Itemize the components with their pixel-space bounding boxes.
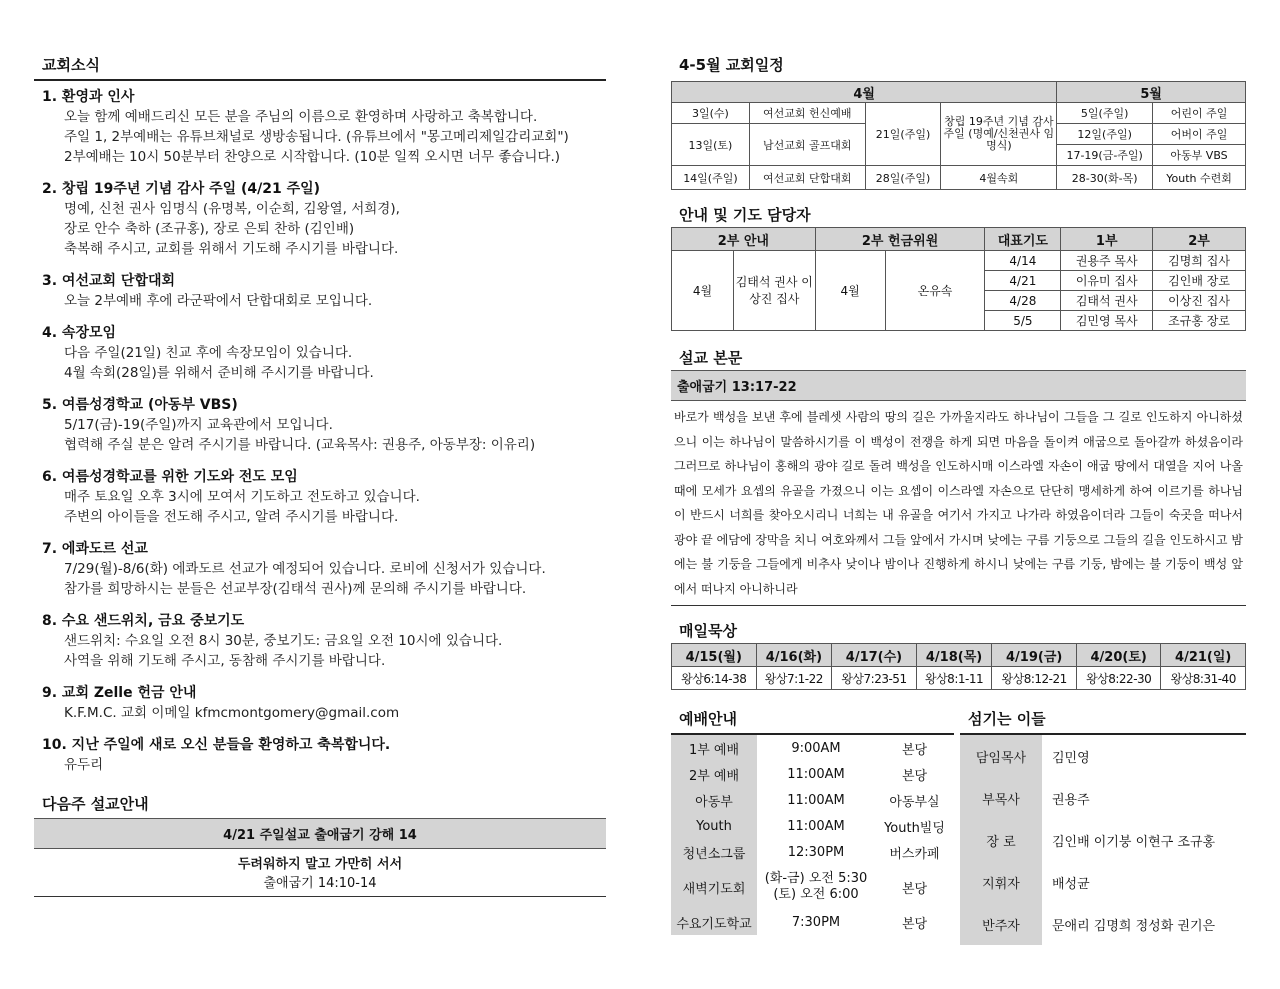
worship-row (671, 787, 954, 813)
news-item (34, 683, 606, 723)
news-line: 다음 주일(21일) 친교 후에 속장모임이 있습니다. (64, 345, 353, 361)
staff-prayer-2: 김명희 집사 (1153, 251, 1246, 271)
news-line: 주일 1, 2부예배는 유튜브채널로 생방송됩니다. (유튜브에서 "몽고메리제일감리교회") (64, 129, 569, 145)
daily-date: 4/20(토) (1076, 644, 1161, 667)
news-item (34, 611, 606, 671)
staff-month: 4월 (815, 251, 885, 331)
daily-table (671, 643, 1246, 690)
server-row (960, 903, 1246, 945)
next-sermon-bar: 4/21 주일설교 출애굽기 강해 14 (34, 818, 606, 849)
news-line: 4월 속회(28일)를 위해서 준비해 주시기를 바랍니다. (64, 365, 374, 381)
news-item (34, 467, 606, 527)
news-title: 교회소식 (34, 50, 606, 81)
schedule-date: 14일(주일) (672, 166, 750, 190)
news-heading: 6. 여름성경학교를 위한 기도와 전도 모임 (42, 469, 298, 485)
worship-time (757, 761, 875, 787)
worship-name: Youth (671, 813, 757, 839)
schedule-may-event: 아동부 VBS (1153, 145, 1246, 166)
worship-place: 본당 (901, 742, 928, 758)
news-line: 축복해 주시고, 교회를 위해서 기도해 주시기를 바랍니다. (64, 241, 399, 257)
staff-header: 대표기도 (985, 228, 1061, 251)
news-line: 협력해 주실 분은 알려 주시기를 바랍니다. (교육목사: 권용주, 아동부장: 이유리) (64, 437, 536, 453)
news-item (34, 323, 606, 383)
daily-date: 4/18(목) (916, 644, 992, 667)
worship-time-line: 7:30PM (791, 914, 841, 930)
staff-header: 2부 안내 (672, 228, 816, 251)
worship-time-line: 11:00AM (787, 818, 845, 834)
news-heading: 10. 지난 주일에 새로 오신 분들을 환영하고 축복합니다. (42, 737, 391, 753)
schedule-title: 4-5월 교회일정 (679, 56, 784, 74)
news-line: 명예, 신천 권사 임명식 (유명복, 이순희, 김왕열, 서희경), (64, 201, 400, 217)
worship-place: 아동부실 (889, 794, 940, 810)
news-item (34, 179, 606, 259)
worship-time-line: (토) 오전 6:00 (773, 887, 859, 902)
server-names: 김민영 (1052, 750, 1090, 766)
worship-row (671, 813, 954, 839)
next-sermon-heading: 두려워하지 말고 가만히 서서 (237, 857, 403, 872)
server-row (960, 861, 1246, 903)
server-role: 반주자 (960, 903, 1042, 945)
worship-row (671, 909, 954, 935)
worship-table (671, 735, 954, 935)
schedule-may-date: 12일(주일) (1057, 124, 1153, 145)
schedule-event: 여선교회 헌신예배 (749, 103, 865, 124)
servers-title: 섬기는 이들 (960, 704, 1246, 735)
news-item (34, 539, 606, 599)
worship-time-line: 11:00AM (787, 766, 845, 782)
schedule-event: 창립 19주년 기념 감사 주일 (명예/신천권사 임명식) (941, 103, 1057, 166)
next-sermon-passage: 출애굽기 14:10-14 (263, 876, 377, 891)
server-names: 김인배 이기붕 이현구 조규홍 (1052, 834, 1216, 850)
daily-verse: 왕상7:23-51 (832, 667, 917, 690)
worship-time (757, 813, 875, 839)
worship-place: 버스카페 (889, 846, 940, 862)
news-line: K.F.M.C. 교회 이메일 kfmcmontgomery@gmail.com (64, 705, 400, 721)
news-heading: 4. 속장모임 (42, 325, 117, 341)
worship-name: 1부 예배 (671, 735, 757, 761)
staff-date: 5/5 (985, 311, 1061, 331)
daily-date: 4/15(월) (672, 644, 757, 667)
next-sermon-detail (34, 849, 606, 897)
staff-prayer-2: 이상진 집사 (1153, 291, 1246, 311)
staff-header: 2부 (1153, 228, 1246, 251)
news-item (34, 395, 606, 455)
schedule-date: 21일(주일) (865, 103, 941, 166)
news-line: 오늘 함께 예배드리신 모든 분을 주님의 이름으로 환영하며 사랑하고 축복합니다. (64, 109, 538, 125)
news-heading: 7. 에콰도르 선교 (42, 541, 148, 557)
staff-month: 4월 (672, 251, 734, 331)
daily-date: 4/19(금) (992, 644, 1077, 667)
daily-verse: 왕상8:31-40 (1161, 667, 1246, 690)
server-row (960, 735, 1246, 777)
worship-name: 2부 예배 (671, 761, 757, 787)
staff-prayer-1: 김민영 목사 (1061, 311, 1153, 331)
daily-verse: 왕상6:14-38 (672, 667, 757, 690)
sermon-title: 설교 본문 (679, 349, 743, 367)
daily-date: 4/16(화) (756, 644, 832, 667)
staff-prayer-1: 이유미 집사 (1061, 271, 1153, 291)
staff-header: 1부 (1061, 228, 1153, 251)
news-line: 오늘 2부예배 후에 라군팍에서 단합대회로 모입니다. (64, 293, 373, 309)
worship-row (671, 735, 954, 761)
staff-table (671, 227, 1246, 331)
news-line: 5/17(금)-19(주일)까지 교육관에서 모입니다. (64, 417, 333, 433)
servers-table (960, 735, 1246, 945)
news-line: 2부예배는 10시 50분부터 찬양으로 시작합니다. (10분 일찍 오시면 너무 좋습니다.) (64, 149, 561, 165)
news-heading: 5. 여름성경학교 (아동부 VBS) (42, 397, 238, 413)
news-item (34, 87, 606, 167)
schedule-event: 남선교회 골프대회 (749, 124, 865, 166)
news-list (34, 87, 606, 775)
news-heading: 2. 창립 19주년 기념 감사 주일 (4/21 주일) (42, 181, 321, 197)
staff-prayer-1: 권용주 목사 (1061, 251, 1153, 271)
worship-place: 본당 (901, 881, 928, 897)
daily-date: 4/21(일) (1161, 644, 1246, 667)
schedule-event: 4월속회 (941, 166, 1057, 190)
server-role: 부목사 (960, 777, 1042, 819)
schedule-date: 3일(수) (672, 103, 750, 124)
worship-name: 새벽기도회 (671, 865, 757, 909)
worship-place: 본당 (901, 916, 928, 932)
news-line: 7/29(월)-8/6(화) 에콰도르 선교가 예정되어 있습니다. 로비에 신청서가 있습니다. (64, 561, 546, 577)
staff-title: 안내 및 기도 담당자 (679, 206, 811, 224)
schedule-may-event: 어버이 주일 (1153, 124, 1246, 145)
news-item (34, 271, 606, 311)
worship-time-line: (화-금) 오전 5:30 (764, 871, 868, 886)
worship-time (757, 865, 875, 909)
schedule-date: 13일(토) (672, 124, 750, 166)
schedule-date: 28일(주일) (865, 166, 941, 190)
news-line: 장로 안수 축하 (조규홍), 장로 은퇴 찬하 (김인배) (64, 221, 355, 237)
news-heading: 1. 환영과 인사 (42, 89, 135, 105)
servers-panel (960, 704, 1246, 945)
news-item (34, 735, 606, 775)
news-line: 주변의 아이들을 전도해 주시고, 알려 주시기를 바랍니다. (64, 509, 399, 525)
server-names: 배성균 (1052, 876, 1090, 892)
next-sermon (34, 789, 606, 897)
daily-title: 매일묵상 (679, 622, 737, 640)
worship-row (671, 761, 954, 787)
news-line: 참가를 희망하시는 분들은 선교부장(김태석 권사)께 문의해 주시기를 바랍니다. (64, 581, 527, 597)
server-names: 문애리 김명희 정성화 권기은 (1052, 918, 1216, 934)
staff-date: 4/21 (985, 271, 1061, 291)
worship-time (757, 909, 875, 935)
worship-title: 예배안내 (671, 704, 954, 735)
news-line: 유두리 (64, 757, 104, 773)
news-line: 매주 토요일 오후 3시에 모여서 기도하고 전도하고 있습니다. (64, 489, 420, 505)
news-line: 샌드위치: 수요일 오전 8시 30분, 중보기도: 금요일 오전 10시에 있습니다. (64, 633, 503, 649)
schedule-may-date: 17-19(금-주일) (1057, 145, 1153, 166)
staff-offering: 온유속 (885, 251, 985, 331)
server-row (960, 819, 1246, 861)
worship-time-line: 11:00AM (787, 792, 845, 808)
worship-time (757, 735, 875, 761)
worship-row (671, 839, 954, 865)
server-role: 지휘자 (960, 861, 1042, 903)
worship-place: Youth빌딩 (884, 820, 945, 836)
server-names: 권용주 (1052, 792, 1090, 808)
sermon-text: 바로가 백성을 보낸 후에 블레셋 사람의 땅의 길은 가까울지라도 하나님이 그들을 그 길로 인도하지 아니하셨으니 이는 하나님이 말씀하시기를 이 백성이 전쟁을 하게 되면 마음을 돌이켜 애굽으로 돌아갈까 하셨음이라 그러므로 하나님이 홍해의 광야 길로 돌려 백성을 인도하시매 이스라엘 자손이 애굽 땅에서 대열을 지어 나올 때에 모세가 요셉의 유골을 가졌으니 이는 요셉이 이스라엘 자손으로 단단히 맹세하게 하여 이르기를 하나님이 반드시 너희를 찾아오시리니 너희는 내 유골을 여기서 가지고 나가라 하였음이더라 그들이 숙곳을 떠나서 광야 끝 에담에 장막을 치니 여호와께서 그들 앞에서 가시며 낮에는 구름 기둥으로 그들의 길을 인도하시고 밤에는 불 기둥을 그들에게 비추사 낮이나 밤이나 진행하게 하시니 낮에는 구름 기둥, 밤에는 불 기둥이 백성 앞에서 떠나지 아니하니라 (671, 401, 1246, 606)
worship-place: 본당 (901, 768, 928, 784)
schedule-table (671, 81, 1246, 190)
server-role: 장 로 (960, 819, 1042, 861)
schedule-may-date: 28-30(화-목) (1057, 166, 1153, 190)
staff-header: 2부 헌금위원 (815, 228, 985, 251)
daily-verse: 왕상8:1-11 (916, 667, 992, 690)
staff-prayer-1: 김태석 권사 (1061, 291, 1153, 311)
sermon-reference: 출애굽기 13:17-22 (671, 370, 1246, 401)
schedule-may-event: 어린이 주일 (1153, 103, 1246, 124)
news-heading: 9. 교회 Zelle 헌금 안내 (42, 685, 197, 701)
news-heading: 8. 수요 샌드위치, 금요 중보기도 (42, 613, 245, 629)
server-role: 담임목사 (960, 735, 1042, 777)
daily-verse: 왕상8:12-21 (992, 667, 1077, 690)
worship-name: 수요기도학교 (671, 909, 757, 935)
staff-prayer-2: 김인배 장로 (1153, 271, 1246, 291)
worship-time (757, 839, 875, 865)
worship-time-line: 12:30PM (787, 844, 845, 860)
worship-name: 청년소그룹 (671, 839, 757, 865)
staff-date: 4/14 (985, 251, 1061, 271)
news-line: 사역을 위해 기도해 주시고, 동참해 주시기를 바랍니다. (64, 653, 386, 669)
worship-panel (671, 704, 954, 945)
staff-date: 4/28 (985, 291, 1061, 311)
server-row (960, 777, 1246, 819)
schedule-may-event: Youth 수련회 (1153, 166, 1246, 190)
worship-time-line: 9:00AM (791, 740, 841, 756)
news-heading: 3. 여선교회 단합대회 (42, 273, 175, 289)
schedule-may-date: 5일(주일) (1057, 103, 1153, 124)
daily-date: 4/17(수) (832, 644, 917, 667)
worship-row (671, 865, 954, 909)
daily-verse: 왕상7:1-22 (756, 667, 832, 690)
daily-verse: 왕상8:22-30 (1076, 667, 1161, 690)
staff-prayer-2: 조규홍 장로 (1153, 311, 1246, 331)
next-sermon-title: 다음주 설교안내 (42, 795, 149, 813)
right-column (671, 50, 1246, 945)
schedule-event: 여선교회 단합대회 (749, 166, 865, 190)
bottom-panels (671, 704, 1246, 945)
left-column (34, 50, 606, 897)
schedule-may-header: 5월 (1057, 82, 1246, 103)
worship-name: 아동부 (671, 787, 757, 813)
staff-ushers: 김태석 권사 이상진 집사 (733, 251, 815, 331)
worship-time (757, 787, 875, 813)
schedule-april-header: 4월 (672, 82, 1057, 103)
